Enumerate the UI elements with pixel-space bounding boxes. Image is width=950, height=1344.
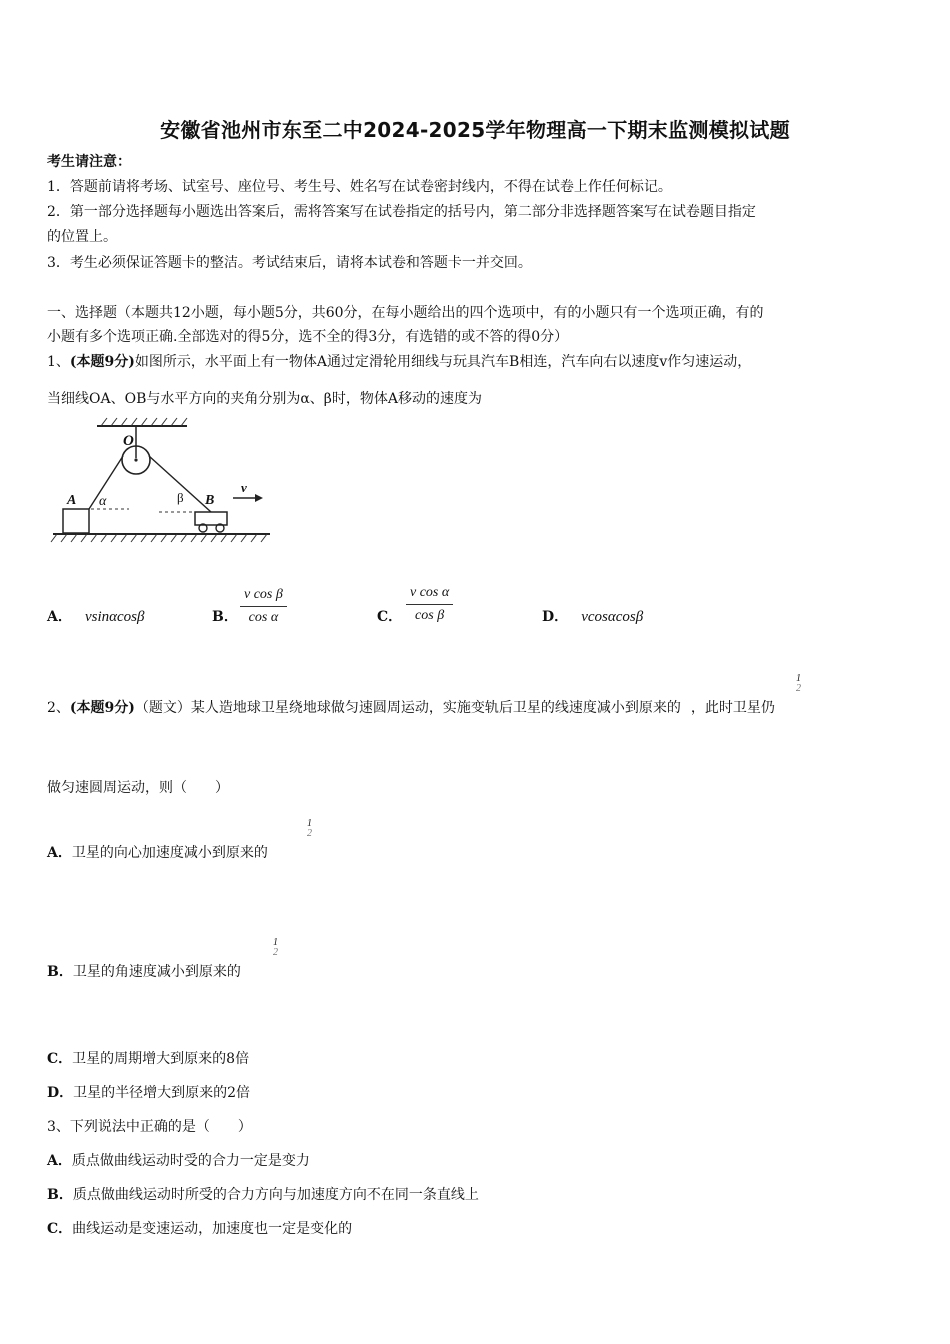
q2-option-b-half-fraction (273, 938, 278, 958)
q2-option-a-text: 卫星的向心加速度减小到原来的 (71, 845, 268, 861)
q2-option-b[interactable] (47, 962, 241, 982)
q2-option-a[interactable] (47, 843, 268, 863)
q1-option-b-denominator: cos α (248, 610, 279, 625)
question-1-text: 如图所示，水平面上有一物体A通过定滑轮用细线与玩具汽车B相连，汽车向右以速度v作匀速运动， (134, 354, 752, 370)
q3-option-c[interactable] (47, 1219, 352, 1239)
half-numerator: 1 (273, 937, 278, 948)
notice-item-2-line1: 2．第一部分选择题每小题选出答案后，需将答案写在试卷指定的括号内，第二部分非选择题答案写在试卷题目指定 (47, 204, 756, 220)
q2-option-d-text: 卫星的半径增大到原来的2倍 (73, 1085, 251, 1101)
label-alpha: α (99, 494, 107, 509)
car-b (195, 512, 227, 525)
q3-option-c-label: C． (47, 1221, 73, 1237)
notice-heading: 考生请注意： (47, 154, 131, 170)
notice-item-2-line2: 的位置上。 (47, 229, 117, 245)
half-denominator: 2 (796, 683, 801, 694)
q2-option-d[interactable] (47, 1083, 250, 1103)
q1-option-b-numerator: v cos β (240, 584, 287, 607)
question-1-number: 1、 (47, 354, 70, 370)
label-o: O (123, 433, 134, 449)
q3-option-a-text: 质点做曲线运动时受的合力一定是变力 (71, 1153, 310, 1169)
question-2-tag: (本题9分) (69, 700, 135, 716)
half-numerator: 1 (307, 818, 312, 829)
q2-option-c[interactable] (47, 1049, 249, 1069)
q1-option-b-label-wrap[interactable] (212, 606, 238, 626)
q2-option-a-label: A． (47, 845, 72, 861)
q2-option-b-text: 卫星的角速度减小到原来的 (72, 964, 241, 980)
page-title: 安徽省池州市东至二中2024-2025学年物理高一下期末监测模拟试题 (160, 118, 790, 142)
half-numerator: 1 (796, 673, 801, 684)
q1-option-c-fraction (406, 582, 453, 627)
q1-option-a-label: A． (47, 609, 72, 625)
section-1-line1: 一、选择题（本题共12小题，每小题5分，共60分，在每小题给出的四个选项中，有的小题只有一个选项正确，有的 (47, 305, 764, 321)
pulley-diagram (45, 412, 280, 552)
q2-stem-half-fraction (796, 674, 801, 694)
q3-option-b-text: 质点做曲线运动时所受的合力方向与加速度方向不在同一条直线上 (72, 1187, 479, 1203)
q2-option-d-label: D． (47, 1085, 74, 1101)
q1-option-a-expr: vsinαcosβ (84, 609, 145, 625)
question-2-number: 2、 (47, 700, 70, 716)
label-v: v (241, 480, 247, 495)
question-1-line2: 当细线OA、OB与水平方向的夹角分别为α、β时，物体A移动的速度为 (47, 391, 483, 407)
label-beta: β (177, 490, 184, 505)
q2-option-c-text: 卫星的周期增大到原来的8倍 (72, 1051, 250, 1067)
q3-option-c-text: 曲线运动是变速运动，加速度也一定是变化的 (72, 1221, 353, 1237)
q2-option-b-label: B． (47, 964, 73, 980)
section-1-line2: 小题有多个选项正确.全部选对的得5分，选不全的得3分，有选错的或不答的得0分） (47, 329, 569, 345)
q1-option-b-label: B． (212, 609, 238, 625)
q3-option-a[interactable] (47, 1151, 310, 1171)
q1-option-c-denominator: cos β (415, 608, 445, 623)
q2-option-a-half-fraction (307, 819, 312, 839)
question-2-line2: 做匀速圆周运动，则（ ） (47, 780, 229, 796)
question-3-stem: 3、下列说法中正确的是（ ） (47, 1119, 252, 1135)
q1-option-c-label: C． (377, 609, 403, 625)
question-2-text-a: （题文）某人造地球卫星绕地球做匀速圆周运动，实施变轨后卫星的线速度减小到原来的 (134, 700, 681, 716)
label-b: B (205, 493, 215, 508)
label-a: A (67, 493, 77, 508)
half-denominator: 2 (273, 947, 278, 958)
question-2-text-b: ，此时卫星仍 (690, 700, 775, 716)
question-2-line1 (47, 698, 775, 718)
q1-option-c-label-wrap[interactable] (377, 606, 402, 626)
question-1-line1 (47, 352, 751, 372)
q1-option-a[interactable] (47, 606, 144, 626)
q1-option-d[interactable] (542, 606, 643, 626)
q2-option-c-label: C． (47, 1051, 73, 1067)
q1-option-c-numerator: v cos α (406, 582, 453, 605)
q3-option-b-label: B． (47, 1187, 73, 1203)
notice-item-3: 3．考生必须保证答题卡的整洁。考试结束后，请将本试卷和答题卡一并交回。 (47, 255, 532, 271)
q3-option-a-label: A． (47, 1153, 72, 1169)
question-1-tag: (本题9分) (69, 354, 135, 370)
q1-option-b-fraction (240, 584, 287, 629)
block-a (63, 509, 89, 533)
q1-option-d-expr: vcosαcosβ (581, 609, 644, 625)
q3-option-b[interactable] (47, 1185, 479, 1205)
half-denominator: 2 (307, 828, 312, 839)
notice-item-1: 1．答题前请将考场、试室号、座位号、考生号、姓名写在试卷密封线内，不得在试卷上作任何标记。 (47, 179, 672, 195)
q1-option-d-label: D． (542, 609, 569, 625)
